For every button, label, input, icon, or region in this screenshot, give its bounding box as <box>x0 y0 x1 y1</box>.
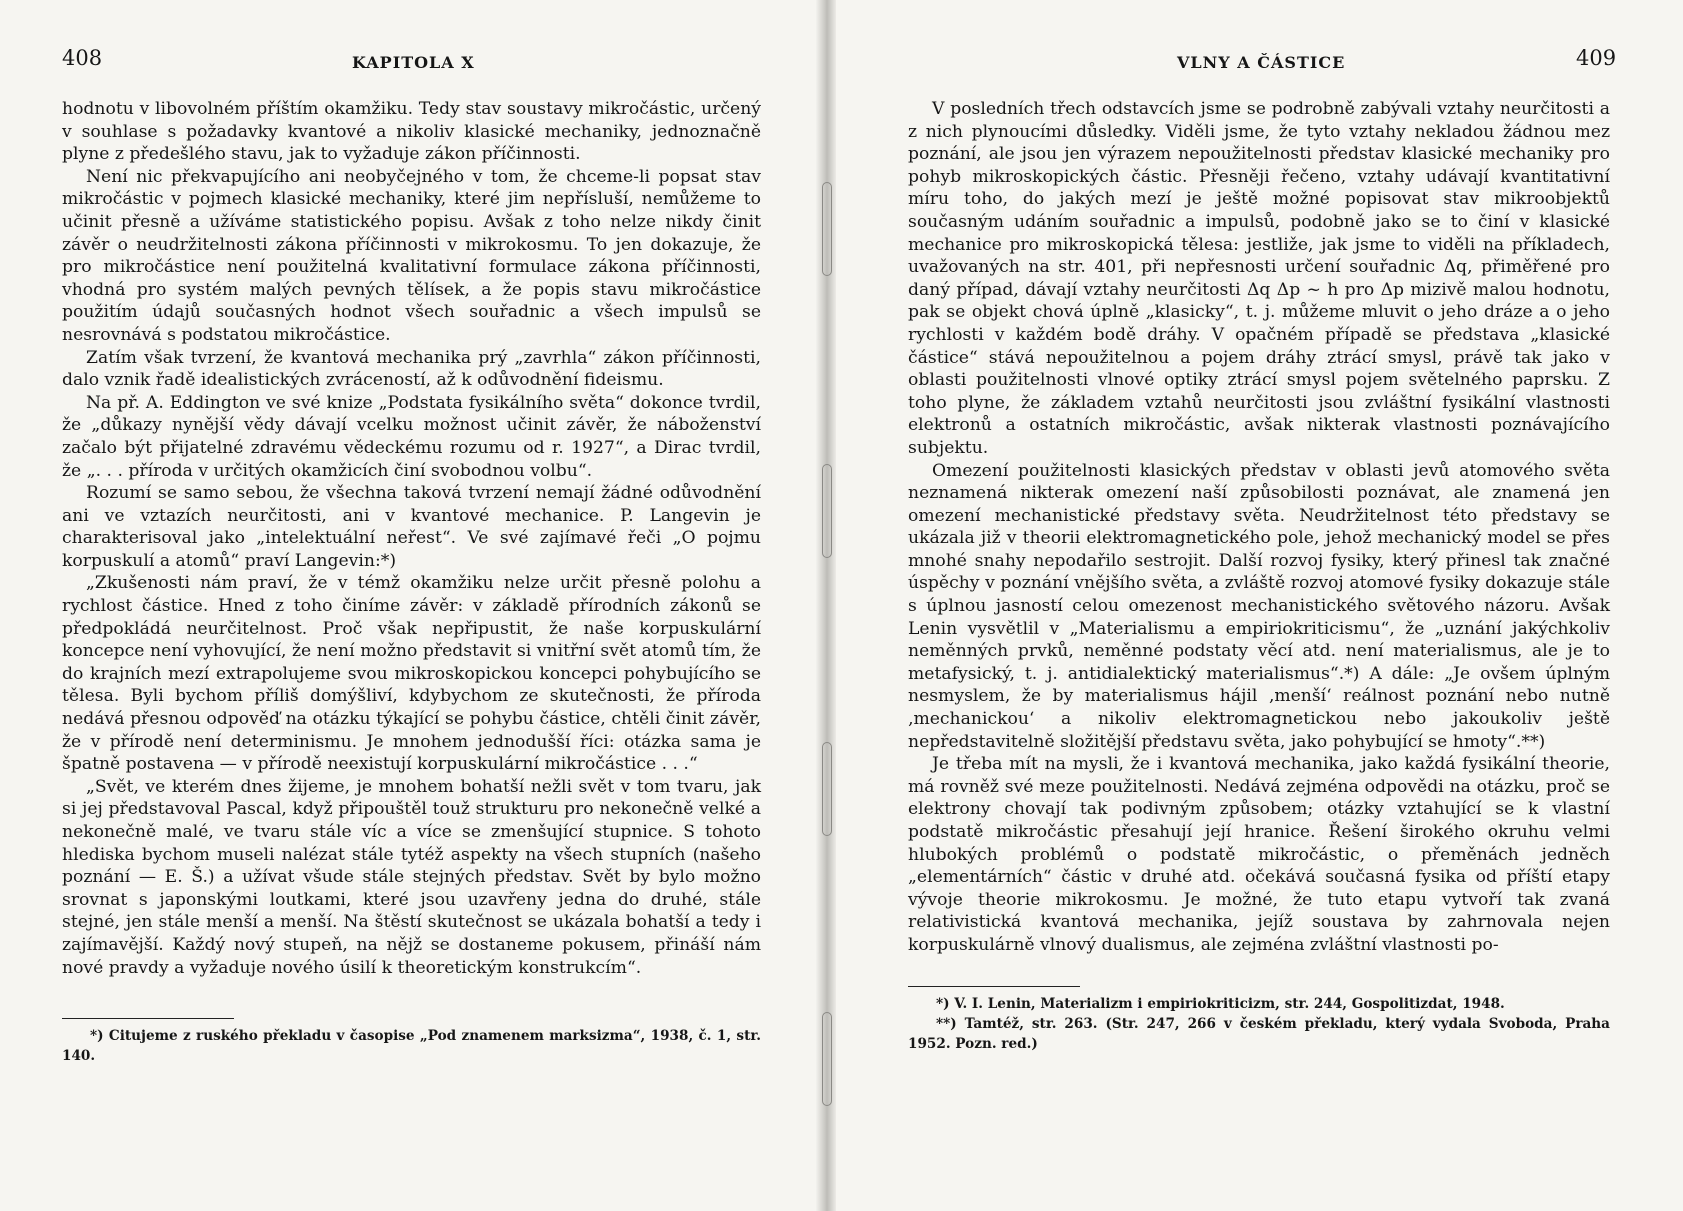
right-page <box>830 0 1683 1211</box>
footnotes-left <box>62 1026 761 1066</box>
body-text-left <box>62 98 761 979</box>
footnote-rule-left <box>62 1018 234 1019</box>
left-page <box>0 0 826 1211</box>
paragraph: Je třeba mít na mysli, že i kvantová mechanika, jako každá fysikální theorie, má rovněž své meze použitelnosti. Nedává zejména odpovědi na otázku, proč se elektrony chovají tak podivným způsobem; otázky vztahující se k vlastní podstatě mikročástic přesahují její hranice. Řešení širokého okruhu velmi hlubokých problémů o podstatě mikročástic, o přeměnách jedněch „elementárních“ částic v druhé atd. očekává současná fysika od příští etapy vývoje theorie mikrokosmu. Je možné, že tuto etapu vytvoří tak zvaná relativistická kvantová mechanika, jejíž soustava by zahrnovala nejen korpuskulárně vlnový dualismus, ale zejména zvláštní vlastnosti po- <box>908 754 1610 955</box>
footnote: **) Tamtéž, str. 263. (Str. 247, 266 v českém překladu, který vydala Svoboda, Praha 1952. Pozn. red.) <box>908 1016 1610 1052</box>
body-text-right <box>908 98 1610 957</box>
binding-stitch <box>822 742 832 836</box>
paragraph: Není nic překvapujícího ani neobyčejného v tom, že chceme-li popsat stav mikročástic v pojmech klasické mechaniky, které jim nepřísluší, nemůžeme to učinit přesně a užíváme statistického popisu. Avšak z toho nelze nikdy činit závěr o neudržitelnosti zákona příčinnosti v mikrokosmu. To jen dokazuje, že pro mikročástice není použitelná kvalitativní formulace zákona příčinnosti, vhodná pro systém malých pevných tělísek, a že popis stavu mikročástice použitím údajů současných hodnot všech souřadnic a všech impulsů se nesrovnává s podstatou mikročástice. <box>62 166 761 345</box>
running-head-right: VLNY A ČÁSTICE <box>1177 53 1346 72</box>
page-number-left: 408 <box>62 46 103 70</box>
paragraph: Zatím však tvrzení, že kvantová mechanika prý „zavrhla“ zákon příčinnosti, dalo vznik řadě idealistických zvráceností, až k odůvodnění fideismu. <box>62 347 761 391</box>
page-number-right: 409 <box>1576 46 1617 70</box>
paragraph: Na př. A. Eddington ve své knize „Podstata fysikálního světa“ dokonce tvrdil, že „důkazy nynější vědy dávají vcelku možnost učinit závěr, že náboženství začalo být přijatelné zdravému vědeckému rozumu od r. 1927“, a Dirac tvrdil, že „. . . příroda v určitých okamžicích činí svobodnou volbu“. <box>62 392 761 481</box>
paragraph: V posledních třech odstavcích jsme se podrobně zabývali vztahy neurčitosti a z nich plynoucími důsledky. Viděli jsme, že tyto vztahy nekladou žádnou mez poznání, ale jsou jen výrazem nepoužitelnosti představ klasické mechaniky pro pohyb mikroskopických částic. Přesněji řečeno, vztahy udávají kvantitativní míru toho, do jakých mezí je ještě možné popisovat stav mikroobjektů současným udáním souřadnic a impulsů, podobně jako se to činí v klasické mechanice pro mikroskopická tělesa: jestliže, jak jsme to viděli na příkladech, uvažovaných na str. 401, při nepřesnosti určení souřadnic Δq, přiměřené pro daný případ, dávají vztahy neurčitosti Δq Δp ~ h pro Δp mizivě malou hodnotu, pak se objekt chová úplně „klasicky“, t. j. můžeme mluvit o jeho dráze a o jeho rychlosti v každém bodě dráhy. V opačném případě se představa „klasické částice“ stává nepoužitelnou a pojem dráhy ztrácí smysl, právě tak jako v oblasti použitelnosti vlnové optiky ztrácí smysl pojem světelného paprsku. Z toho plyne, že základem vztahů neurčitosti jsou zvláštní fysikální vlastnosti elektronů a ostatních mikročástic, avšak nikterak vlastnosti poznávajícího subjektu. <box>908 99 1610 458</box>
paragraph: „Zkušenosti nám praví, že v témž okamžiku nelze určit přesně polohu a rychlost částice. Hned z toho činíme závěr: v základě přírodních zákonů se předpokládá neurčitelnost. Proč však nepřipustit, že naše korpuskulární koncepce není vyhovující, že není možno představit si vnitřní svět atomů tím, že do krajních mezí extrapolujeme svou mikroskopickou koncepci pohybujícího se tělesa. Byli bychom příliš domýšliví, kdybychom ze skutečnosti, že příroda nedává přesnou odpověď na otázku týkající se pohybu částice, chtěli činit závěr, že v přírodě není determinismu. Je mnohem jednodušší říci: otázka sama je špatně postavena — v přírodě neexistují korpuskulární mikročástice . . .“ <box>62 573 761 775</box>
paragraph: „Svět, ve kterém dnes žijeme, je mnohem bohatší nežli svět v tom tvaru, jak si jej představoval Pascal, když připouštěl touž strukturu pro nekonečně velké a nekonečně malé, ve tvaru stále víc a více se zmenšující stupnice. S tohoto hlediska bychom museli nalézat stále tytéž aspekty na všech stupních (našeho poznání — E. Š.) a užívat všude stále stejných představ. Svět by bylo možno srovnat s japonskými loutkami, které jsou uzavřeny jedna do druhé, stále stejné, jen stále menší a menší. Na štěstí skutečnost se ukázala bohatší a tedy i zajímavější. Každý nový stupeň, na nějž se dostaneme pokusem, přináší nám nové pravdy a vyžaduje nového úsilí k theoretickým konstrukcím“. <box>62 776 761 978</box>
paragraph: Omezení použitelnosti klasických představ v oblasti jevů atomového světa neznamená nikterak omezení naší způsobilosti poznávat, ale znamená jen omezení mechanistické představy světa. Neudržitelnost této představy se ukázala již v theorii elektromagnetického pole, jehož mechanický model se přes mnohé snahy nepodařilo sestrojit. Další rozvoj fysiky, který přinesl tak značné úspěchy v poznání vnějšího světa, a zvláště rozvoj atomové fysiky dokazuje stále s úplnou jasností celou omezenost mechanistického světového názoru. Avšak Lenin vysvětlil v „Materialismu a empiriokriticismu“, že „uznání jakýchkoliv neměnných prvků, neměnné podstaty věcí atd. není materialismus, ale je to metafysický, t. j. antidialektický materialismus“.*) A dále: „Je ovšem úplným nesmyslem, že by materialismus hájil ‚menší‘ reálnost poznání nebo nutně ‚mechanickou‘ a nikoliv elektromagnetickou nebo jakoukoliv ještě nepředstavitelně složitější představu světa, jako pohybující se hmoty“.**) <box>908 460 1610 752</box>
binding-stitch <box>822 182 832 276</box>
footnote: *) Citujeme z ruského překladu v časopise „Pod znamenem marksizma“, 1938, č. 1, str. 140. <box>62 1028 761 1064</box>
footnote: *) V. I. Lenin, Materializm i empiriokriticizm, str. 244, Gospolitizdat, 1948. <box>936 996 1505 1012</box>
footnote-rule-right <box>908 986 1080 987</box>
running-head-left: KAPITOLA X <box>352 53 475 72</box>
binding-stitch <box>822 464 832 558</box>
footnotes-right <box>908 994 1610 1054</box>
paragraph: hodnotu v libovolném příštím okamžiku. Tedy stav soustavy mikročástic, určený v souhlase s požadavky kvantové a nikoliv klasické mechaniky, jednoznačně plyne z předešlého stavu, jak to vyžaduje zákon příčinnosti. <box>62 99 761 165</box>
paragraph: Rozumí se samo sebou, že všechna taková tvrzení nemají žádné odůvodnění ani ve vztazích neurčitosti, ani v kvantové mechanice. P. Langevin je charakterisoval jako „intelektuální neřest“. Ve své zajímavé řeči „O pojmu korpuskulí a atomů“ praví Langevin:*) <box>62 483 761 571</box>
binding-stitch <box>822 1012 832 1106</box>
